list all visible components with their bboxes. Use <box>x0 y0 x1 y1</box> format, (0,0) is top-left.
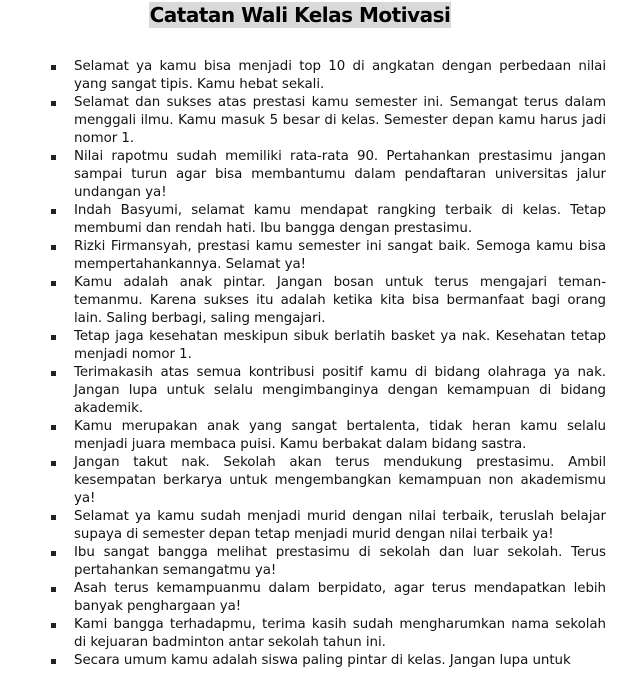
title-wrapper <box>0 2 600 28</box>
list-item <box>50 328 606 364</box>
list-item-text: Asah terus kemampuanmu dalam berpidato, agar terus mendapatkan lebih banyak penghargaan ya! <box>74 581 606 614</box>
list-item-text: Ibu sangat bangga melihat prestasimu di sekolah dan luar sekolah. Terus pertahankan semangatmu ya! <box>74 545 606 578</box>
list-item <box>50 58 606 94</box>
list-item-text: Selamat dan sukses atas prestasi kamu semester ini. Semangat terus dalam menggali ilmu. Kamu masuk 5 besar di kelas. Semester depan kamu harus jadi nomor 1. <box>74 95 606 146</box>
list-item <box>50 418 606 454</box>
list-item-text: Kami bangga terhadapmu, terima kasih sudah mengharumkan nama sekolah di kejuaran badminton antar sekolah tahun ini. <box>74 617 606 650</box>
bullet-icon <box>51 551 56 556</box>
list-item <box>50 274 606 328</box>
bullet-icon <box>51 659 56 664</box>
bullet-icon <box>51 65 56 70</box>
list-item-text: Terimakasih atas semua kontribusi positif kamu di bidang olahraga ya nak. Jangan lupa untuk selalu mengimbanginya dengan kemampuan di bidang akademik. <box>74 365 606 416</box>
bullet-icon <box>51 101 56 106</box>
list-item <box>50 652 606 670</box>
list-item-text: Selamat ya kamu sudah menjadi murid dengan nilai terbaik, teruslah belajar supaya di semester depan tetap menjadi murid dengan nilai terbaik ya! <box>74 509 606 542</box>
list-item <box>50 364 606 418</box>
bullet-icon <box>51 155 56 160</box>
list-item-text: Jangan takut nak. Sekolah akan terus mendukung prestasimu. Ambil kesempatan berkarya untuk mengembangkan kemampuan non akademismu ya! <box>74 455 606 506</box>
list-item-text: Tetap jaga kesehatan meskipun sibuk berlatih basket ya nak. Kesehatan tetap menjadi nomor 1. <box>74 329 606 362</box>
bullet-icon <box>51 245 56 250</box>
list-item-text: Kamu merupakan anak yang sangat bertalenta, tidak heran kamu selalu menjadi juara membaca puisi. Kamu berbakat dalam bidang sastra. <box>74 419 606 452</box>
list-item <box>50 94 606 148</box>
list-item <box>50 148 606 202</box>
list-item <box>50 544 606 580</box>
list-item <box>50 238 606 274</box>
list-item-text: Nilai rapotmu sudah memiliki rata-rata 90. Pertahankan prestasimu jangan sampai turun agar bisa membantumu dalam pendaftaran universitas jalur undangan ya! <box>74 149 606 200</box>
list-item-text: Rizki Firmansyah, prestasi kamu semester ini sangat baik. Semoga kamu bisa mempertahankannya. Selamat ya! <box>74 239 606 272</box>
bullet-icon <box>51 335 56 340</box>
list-item <box>50 202 606 238</box>
document-title: Catatan Wali Kelas Motivasi <box>149 3 451 27</box>
list-item-text: Indah Basyumi, selamat kamu mendapat rangking terbaik di kelas. Tetap membumi dan rendah hati. Ibu bangga dengan prestasimu. <box>74 203 606 236</box>
list-item <box>50 454 606 508</box>
list-item <box>50 508 606 544</box>
list-item-text: Kamu adalah anak pintar. Jangan bosan untuk terus mengajari teman-temanmu. Karena sukses itu adalah ketika kita bisa bermanfaat bagi orang lain. Saling berbagi, saling mengajari. <box>74 275 606 326</box>
list-item <box>50 580 606 616</box>
bullet-icon <box>51 425 56 430</box>
list-item-text: Selamat ya kamu bisa menjadi top 10 di angkatan dengan perbedaan nilai yang sangat tipis. Kamu hebat sekali. <box>74 59 606 92</box>
motivation-list <box>50 58 606 670</box>
bullet-icon <box>51 209 56 214</box>
bullet-icon <box>51 461 56 466</box>
bullet-icon <box>51 281 56 286</box>
list-item-text: Secara umum kamu adalah siswa paling pintar di kelas. Jangan lupa untuk <box>74 653 571 668</box>
list-item <box>50 616 606 652</box>
bullet-icon <box>51 515 56 520</box>
bullet-icon <box>51 371 56 376</box>
bullet-icon <box>51 623 56 628</box>
bullet-icon <box>51 587 56 592</box>
